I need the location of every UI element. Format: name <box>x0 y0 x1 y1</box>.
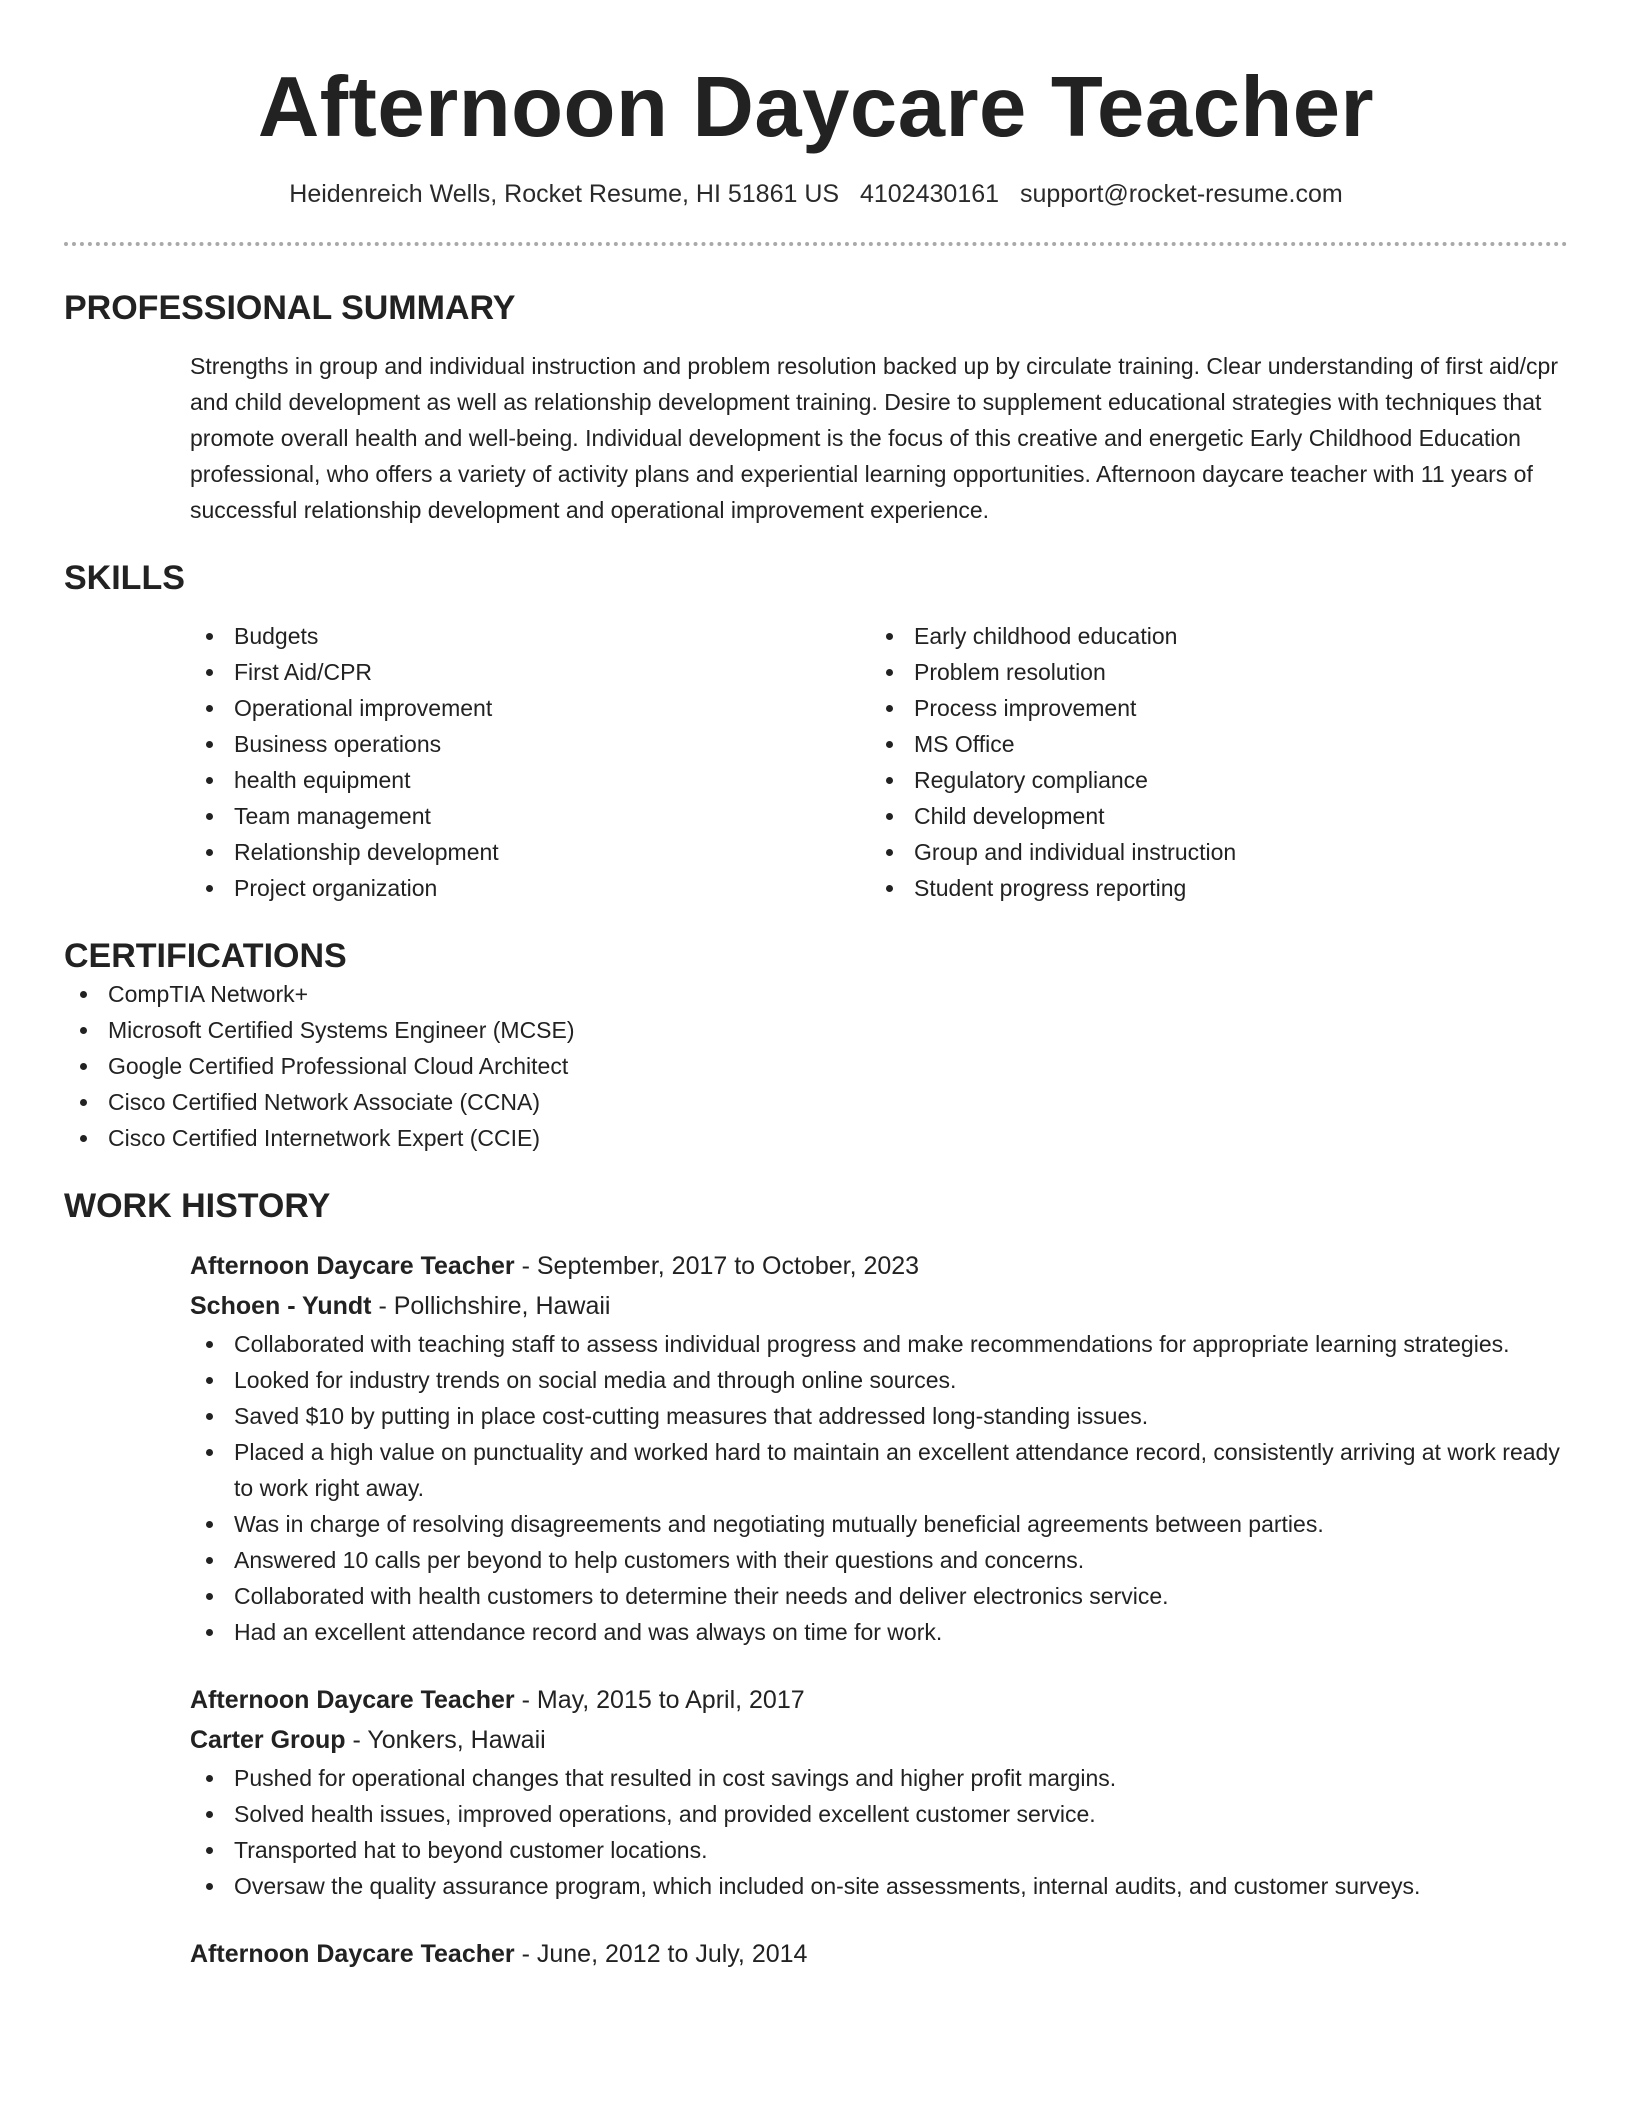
skill-item: Group and individual instruction <box>870 834 1550 870</box>
certification-item: Microsoft Certified Systems Engineer (MCSE) <box>64 1012 1568 1048</box>
job-title-line <box>190 1934 1568 1974</box>
header-divider <box>64 242 1568 246</box>
skills-section <box>64 558 1568 906</box>
job-company-line <box>190 1286 1568 1326</box>
skill-item: Early childhood education <box>870 618 1550 654</box>
resume-title: Afternoon Daycare Teacher <box>257 60 1375 155</box>
job-bullet: Collaborated with health customers to determine their needs and deliver electronics service. <box>190 1578 1568 1614</box>
work-history-section <box>64 1186 1568 1974</box>
skill-item: Relationship development <box>190 834 870 870</box>
skill-item: Process improvement <box>870 690 1550 726</box>
certification-item: Cisco Certified Internetwork Expert (CCIE) <box>64 1120 1568 1156</box>
skill-item: health equipment <box>190 762 870 798</box>
certifications-section <box>64 936 1568 1156</box>
skill-item: Project organization <box>190 870 870 906</box>
certification-item: CompTIA Network+ <box>64 976 1568 1012</box>
job-dates: - September, 2017 to October, 2023 <box>514 1252 920 1280</box>
job-entry <box>190 1246 1568 1650</box>
job-dates: - June, 2012 to July, 2014 <box>514 1940 808 1968</box>
job-location: - Yonkers, Hawaii <box>345 1726 546 1754</box>
job-bullet: Collaborated with teaching staff to assess individual progress and make recommendations for appropriate learning strategies. <box>190 1326 1568 1362</box>
skills-column-left <box>190 618 870 906</box>
job-entry <box>190 1680 1568 1904</box>
job-bullet: Oversaw the quality assurance program, which included on-site assessments, internal audits, and customer surveys. <box>190 1868 1568 1904</box>
certifications-list <box>64 976 1568 1156</box>
skills-column-right <box>870 618 1550 906</box>
job-company: Schoen - Yundt <box>190 1292 372 1320</box>
job-company-line <box>190 1720 1568 1760</box>
job-dates: - May, 2015 to April, 2017 <box>514 1686 805 1714</box>
job-title-line <box>190 1246 1568 1286</box>
job-bullet: Pushed for operational changes that resulted in cost savings and higher profit margins. <box>190 1760 1568 1796</box>
job-title: Afternoon Daycare Teacher <box>190 1252 515 1280</box>
job-bullet: Answered 10 calls per beyond to help customers with their questions and concerns. <box>190 1542 1568 1578</box>
skill-item: MS Office <box>870 726 1550 762</box>
skill-item: Operational improvement <box>190 690 870 726</box>
job-title: Afternoon Daycare Teacher <box>190 1686 515 1714</box>
job-bullet: Placed a high value on punctuality and worked hard to maintain an excellent attendance record, consistently arriving at work ready to work right away. <box>190 1434 1568 1506</box>
job-bullets <box>190 1760 1568 1904</box>
contact-line <box>64 176 1568 212</box>
skill-item: Child development <box>870 798 1550 834</box>
job-bullet: Saved $10 by putting in place cost-cutting measures that addressed long-standing issues. <box>190 1398 1568 1434</box>
certification-item: Google Certified Professional Cloud Architect <box>64 1048 1568 1084</box>
skill-item: Student progress reporting <box>870 870 1550 906</box>
job-title: Afternoon Daycare Teacher <box>190 1940 515 1968</box>
skill-item: Team management <box>190 798 870 834</box>
job-location: - Pollichshire, Hawaii <box>371 1292 611 1320</box>
job-title-line <box>190 1680 1568 1720</box>
skills-heading: SKILLS <box>64 559 185 597</box>
certification-item: Cisco Certified Network Associate (CCNA) <box>64 1084 1568 1120</box>
job-company: Carter Group <box>190 1726 346 1754</box>
contact-address: Heidenreich Wells, Rocket Resume, HI 51861 US <box>289 180 840 208</box>
job-bullet: Transported hat to beyond customer locations. <box>190 1832 1568 1868</box>
summary-section <box>64 288 1568 528</box>
skill-item: Budgets <box>190 618 870 654</box>
skill-item: Problem resolution <box>870 654 1550 690</box>
contact-email: support@rocket-resume.com <box>1020 180 1343 208</box>
job-entry <box>190 1934 1568 1974</box>
work-history-heading: WORK HISTORY <box>64 1187 331 1225</box>
summary-text: Strengths in group and individual instruction and problem resolution backed up by circulate training. Clear understanding of first aid/cpr and child development as well as relationship development training. Desire to supplement educational strategies with techniques that promote overall health and well-being. Individual development is the focus of this creative and energetic Early Childhood Education professional, who offers a variety of activity plans and experiential learning opportunities. Afternoon daycare teacher with 11 years of successful relationship development and operational improvement experience. <box>190 353 1559 523</box>
job-bullet: Had an excellent attendance record and was always on time for work. <box>190 1614 1568 1650</box>
job-bullet: Was in charge of resolving disagreements and negotiating mutually beneficial agreements between parties. <box>190 1506 1568 1542</box>
skills-grid <box>190 618 1568 906</box>
job-bullet: Solved health issues, improved operations, and provided excellent customer service. <box>190 1796 1568 1832</box>
summary-heading: PROFESSIONAL SUMMARY <box>64 289 516 327</box>
skill-item: Business operations <box>190 726 870 762</box>
job-bullets <box>190 1326 1568 1650</box>
certifications-heading: CERTIFICATIONS <box>64 937 347 975</box>
job-bullet: Looked for industry trends on social media and through online sources. <box>190 1362 1568 1398</box>
contact-phone: 4102430161 <box>860 180 1000 208</box>
skill-item: First Aid/CPR <box>190 654 870 690</box>
skill-item: Regulatory compliance <box>870 762 1550 798</box>
